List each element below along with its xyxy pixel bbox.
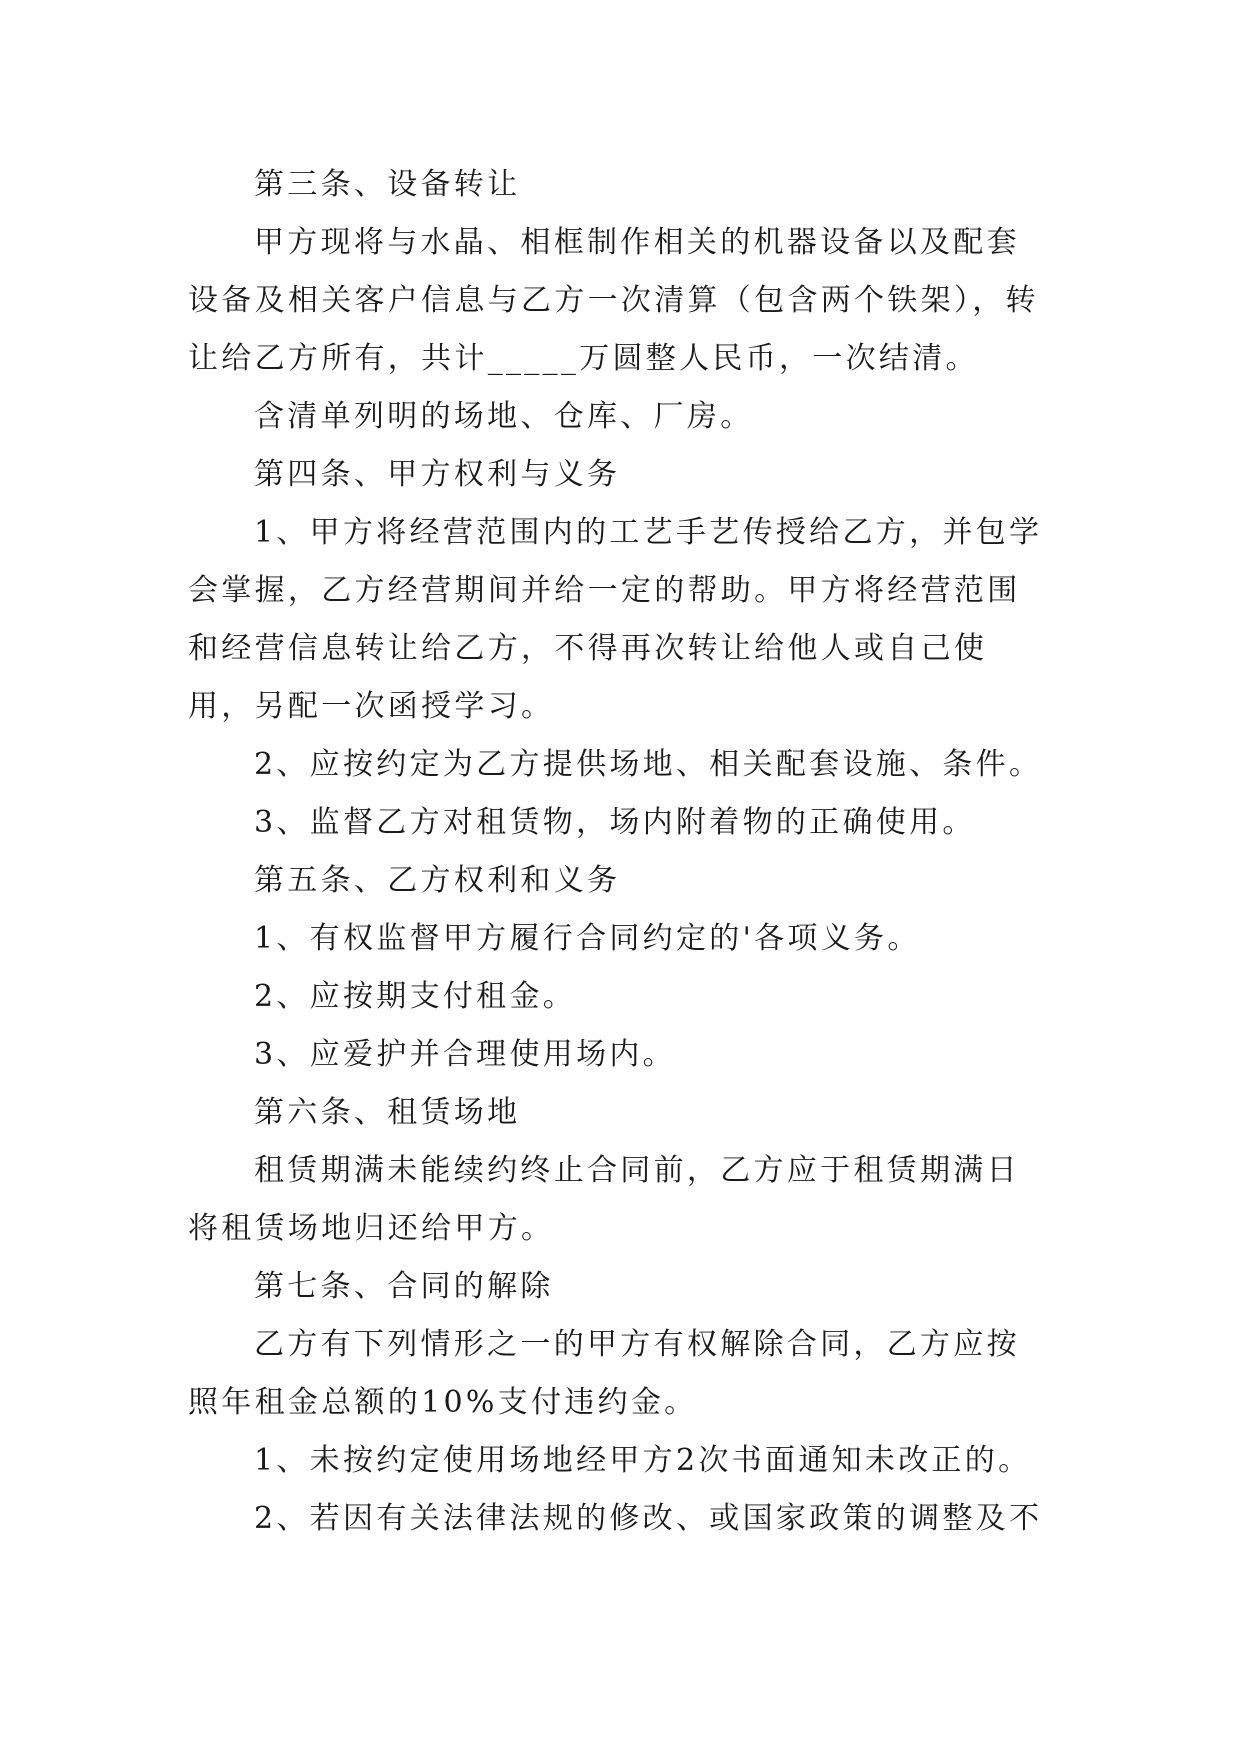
- document-body: [188, 156, 1053, 1548]
- article-7-item-1: 1、未按约定使用场地经甲方2次书面通知未改正的。: [254, 1443, 1032, 1478]
- article-4-heading: 第四条、甲方权利与义务: [254, 457, 621, 492]
- article-6-text: 租赁期满未能续约终止合同前，乙方应于租赁期满日将租赁场地归还给甲方。: [188, 1153, 1020, 1246]
- article-7-item-2: 2、若因有关法律法规的修改、或国家政策的调整及不: [254, 1501, 1043, 1536]
- article-4-item-2: 2、应按约定为乙方提供场地、相关配套设施、条件。: [254, 747, 1043, 782]
- article-3-heading: 第三条、设备转让: [254, 167, 521, 202]
- article-7-text: 乙方有下列情形之一的甲方有权解除合同，乙方应按照年租金总额的10%支付违约金。: [188, 1327, 1020, 1420]
- article-3-text: 甲方现将与水晶、相框制作相关的机器设备以及配套设备及相关客户信息与乙方一次清算（包含两个铁架），转让给乙方所有，共计_____万圆整人民币，一次结清。: [188, 225, 1039, 376]
- article-7-heading: 第七条、合同的解除: [254, 1269, 554, 1304]
- article-5-item-3: 3、应爱护并合理使用场内。: [254, 1037, 676, 1072]
- article-4-item-1: 1、甲方将经营范围内的工艺手艺传授给乙方，并包学会掌握，乙方经营期间并给一定的帮助。甲方将经营范围和经营信息转让给乙方，不得再次转让给他人或自己使用，另配一次函授学习。: [188, 515, 1043, 724]
- article-4-item-3: 3、监督乙方对租赁物，场内附着物的正确使用。: [254, 805, 976, 840]
- article-5-heading: 第五条、乙方权利和义务: [254, 863, 621, 898]
- article-3-note: 含清单列明的场地、仓库、厂房。: [254, 399, 754, 434]
- article-5-item-2: 2、应按期支付租金。: [254, 979, 577, 1014]
- article-5-item-1: 1、有权监督甲方履行合同约定的'各项义务。: [254, 921, 921, 956]
- article-6-heading: 第六条、租赁场地: [254, 1095, 521, 1130]
